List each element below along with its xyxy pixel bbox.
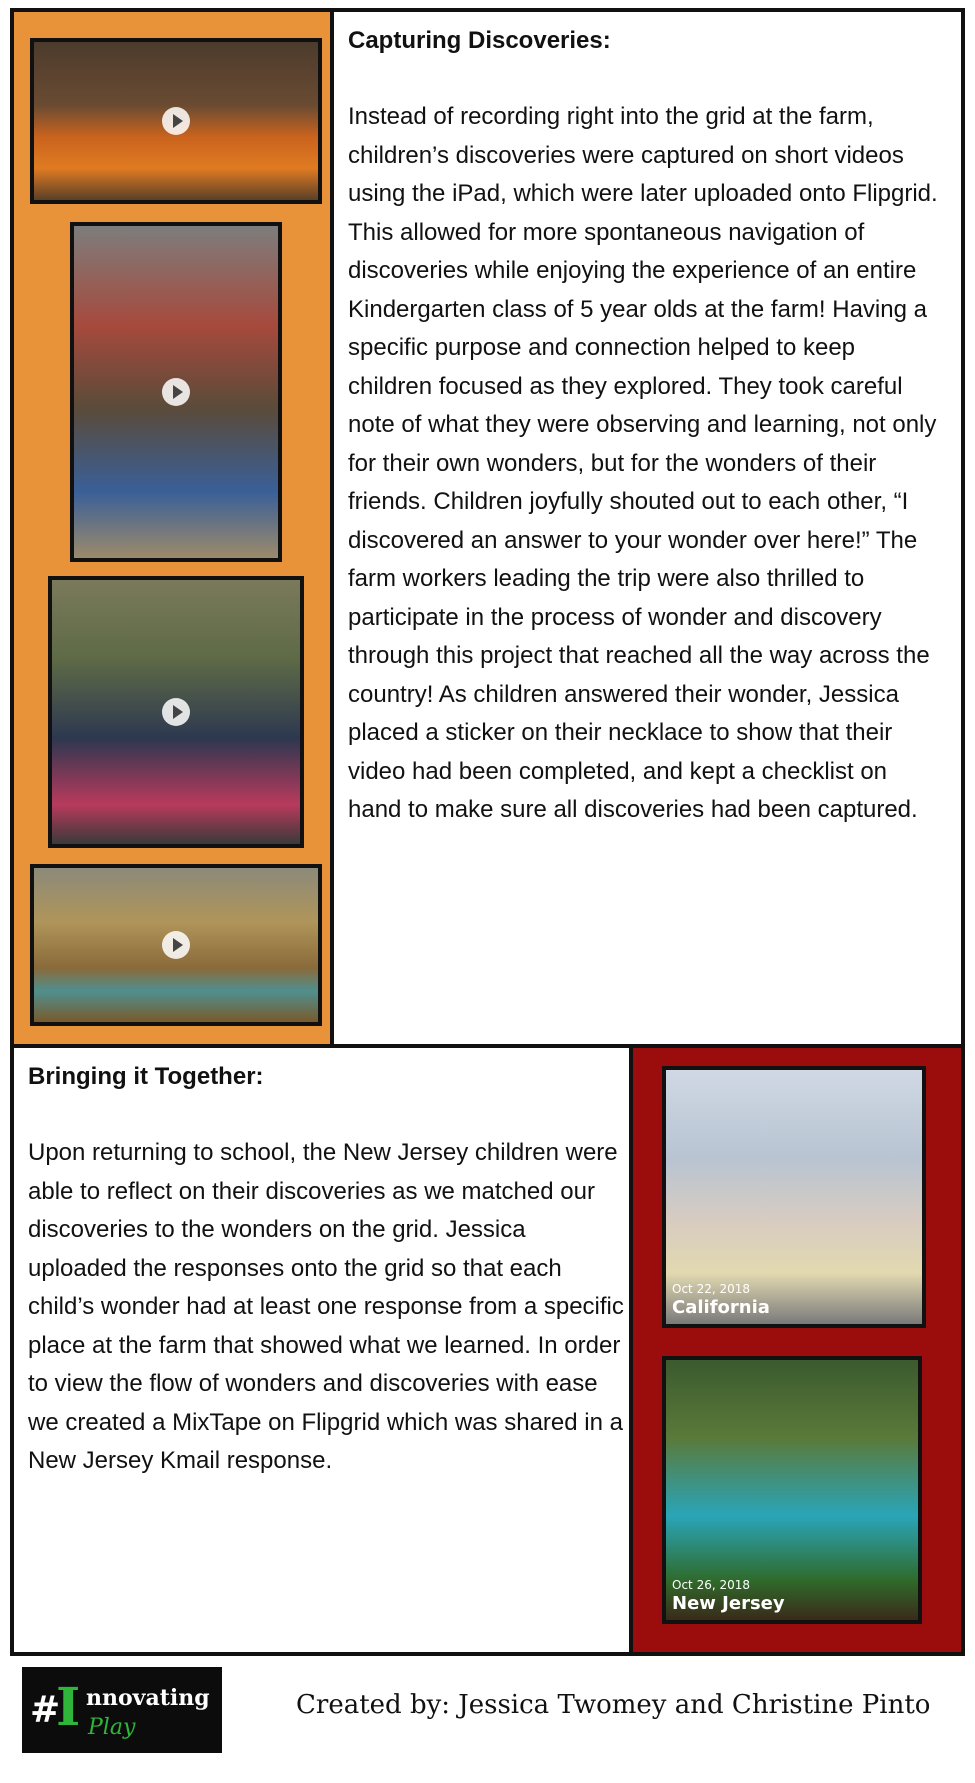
logo-hash: # (30, 1689, 61, 1731)
response-date: Oct 26, 2018 (672, 1578, 750, 1592)
innovating-play-logo (22, 1667, 222, 1753)
video-thumbnail-teacher-and-child[interactable] (70, 222, 282, 562)
video-thumbnail-two-children[interactable] (48, 576, 304, 848)
section-body: Upon returning to school, the New Jersey children were able to reflect on their discoveries as we matched our discoveries to the wonders on the grid. Jessica uploaded the responses onto the grid so that each child’s wonder had at least one response from a specific place at the farm that showed what we learned. In order to view the flow of wonders and discoveries with ease we created a MixTape on Flipgrid which was shared in a New Jersey Kmail response. (28, 1139, 624, 1474)
section-heading: Bringing it Together: (28, 1063, 264, 1090)
logo-initial: I (56, 1677, 81, 1738)
video-thumbnail-pumpkin-patch[interactable] (30, 38, 322, 204)
response-date: Oct 22, 2018 (672, 1282, 750, 1296)
play-icon[interactable] (162, 698, 190, 726)
response-place: California (672, 1297, 770, 1318)
response-card-new-jersey[interactable] (662, 1356, 922, 1624)
section-heading: Capturing Discoveries: (348, 27, 611, 54)
play-icon[interactable] (162, 107, 190, 135)
logo-word-bottom: Play (88, 1715, 136, 1740)
play-icon[interactable] (162, 378, 190, 406)
bringing-text (28, 1058, 628, 1481)
section-body: Instead of recording right into the grid at the farm, children’s discoveries were captured on short videos using the iPad, which were later uploaded onto Flipgrid. This allowed for more spontaneous navigation of discoveries while enjoying the experience of an entire Kindergarten class of 5 year olds at the farm! Having a specific purpose and connection helped to keep children focused as they explored. They took careful note of what they were observing and learning, not only for their own wonders, but for the wonders of their friends. Children joyfully shouted out to each other, “I discovered an answer to your wonder over here!” The farm workers leading the trip were also thrilled to participate in the process of wonder and discovery through this project that reached all the way across the country! As children answered their wonder, Jessica placed a sticker on their necklace to show that their video had been completed, and kept a checklist on hand to make sure all discoveries had been captured. (348, 103, 938, 823)
capturing-discoveries-section (10, 8, 965, 1048)
photo-sidebar (14, 12, 334, 1044)
response-place: New Jersey (672, 1593, 785, 1614)
response-card-california[interactable] (662, 1066, 926, 1328)
response-sidebar (629, 1048, 961, 1652)
footer-credit: Created by: Jessica Twomey and Christine Pinto (296, 1690, 931, 1720)
bringing-together-section (10, 1044, 965, 1656)
video-thumbnail-hay-bales[interactable] (30, 864, 322, 1026)
play-icon[interactable] (162, 931, 190, 959)
logo-word-top: nnovating (86, 1685, 210, 1711)
capturing-text (348, 22, 938, 830)
